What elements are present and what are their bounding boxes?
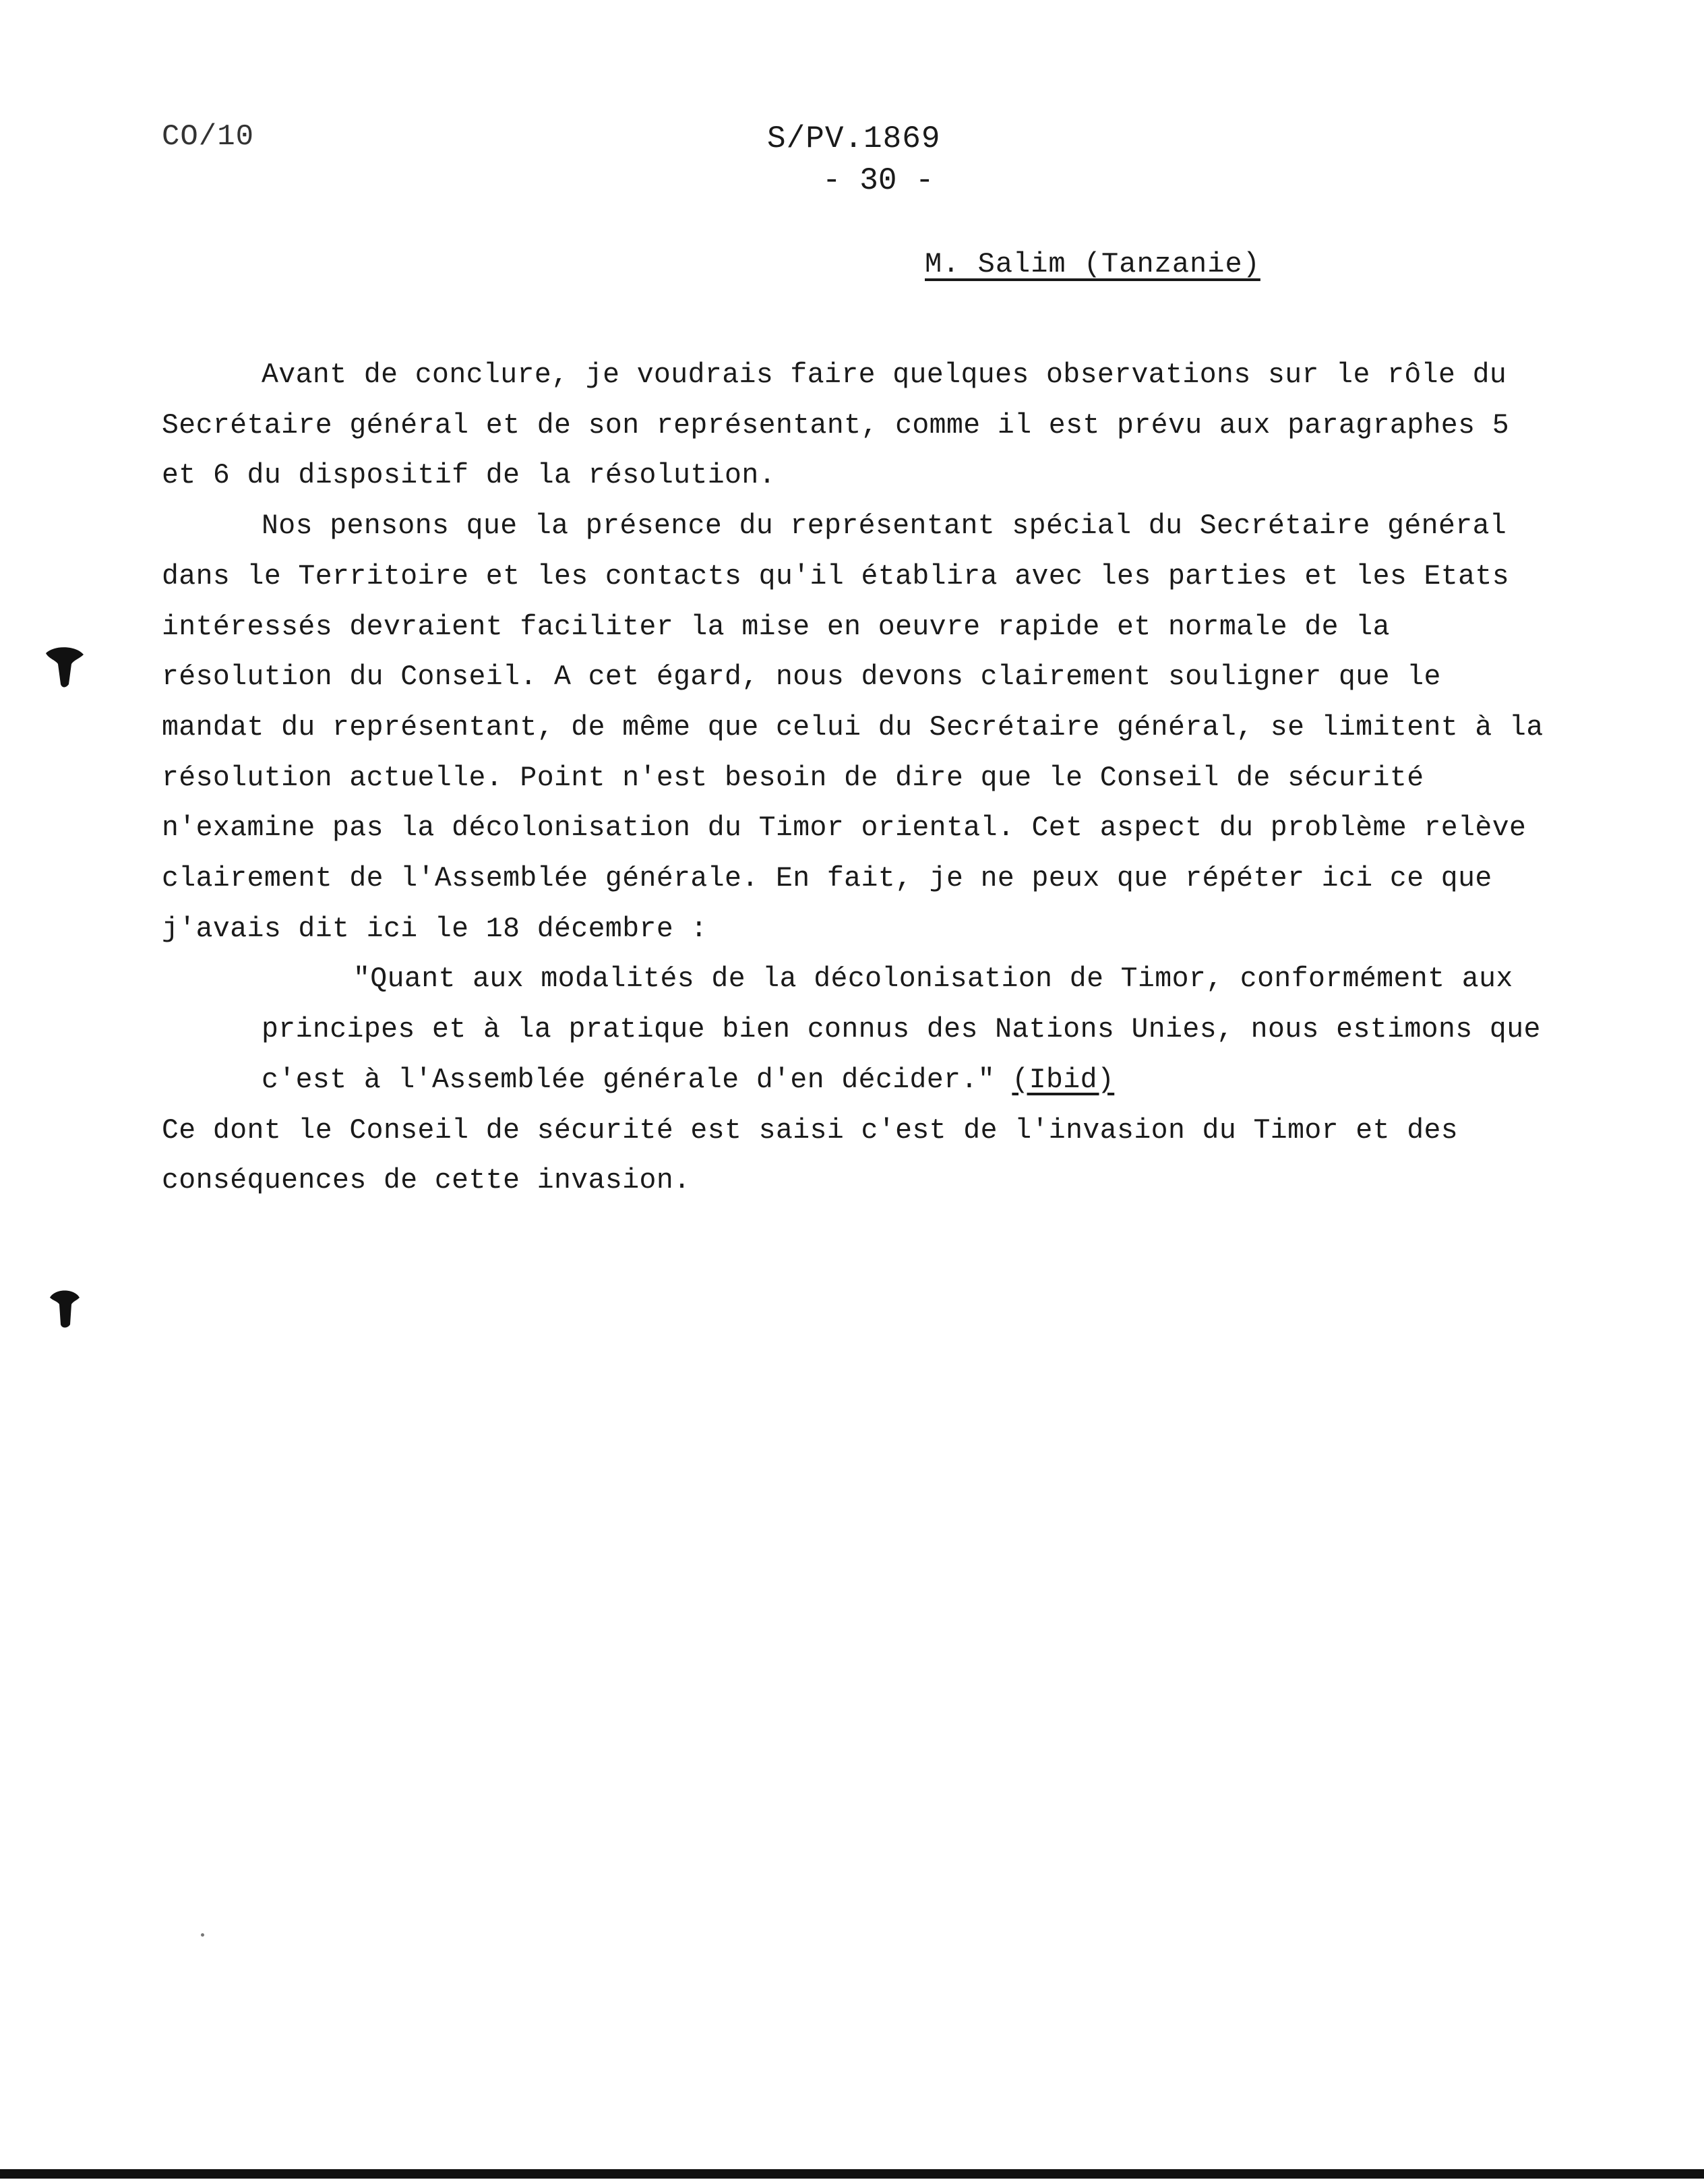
speaker-name: M. Salim (Tanzanie) <box>925 248 1260 280</box>
paragraph: Avant de conclure, je voudrais faire quelques observations sur le rôle du Secrétaire général et de son représentant, comme il est prévu aux paragraphes 5 et 6 du dispositif de la résolution. <box>162 359 1510 492</box>
document-body <box>162 351 1550 1207</box>
quote-text: "Quant aux modalités de la décolonisation de Timor, conformément aux principes et à la pratique bien connus des Nations Unies, nous estimons que c'est à l'Assemblée générale d'en décider." <box>262 963 1541 1096</box>
punch-hole-mark <box>40 1284 88 1331</box>
document-symbol: S/PV.1869 <box>767 121 941 156</box>
scan-speck <box>201 1933 204 1937</box>
scan-bottom-edge <box>0 2169 1704 2179</box>
block-quote <box>262 954 1550 1105</box>
closing-paragraph: Ce dont le Conseil de sécurité est saisi c'est de l'invasion du Timor et des conséquences de cette invasion. <box>162 1114 1459 1197</box>
page-number: - 30 - <box>822 163 934 198</box>
paragraph: Nos pensons que la présence du représentant spécial du Secrétaire général dans le Territoire et les contacts qu'il établira avec les parties et les Etats intéressés devraient faciliter la mise en oeuvre rapide et normale de la résolution du Conseil. A cet égard, nous devons clairement souligner que le mandat du représentant, de même que celui du Secrétaire général, se limitent à la résolution actuelle. Point n'est besoin de dire que le Conseil de sécurité n'examine pas la décolonisation du Timor oriental. Cet aspect du problème relève clairement de l'Assemblée générale. En fait, je ne peux que répéter ici ce que j'avais dit ici le 18 décembre : <box>162 510 1544 945</box>
quote-reference: (Ibid) <box>1012 1064 1115 1096</box>
document-code: CO/10 <box>162 120 255 154</box>
punch-hole-mark <box>40 644 88 691</box>
